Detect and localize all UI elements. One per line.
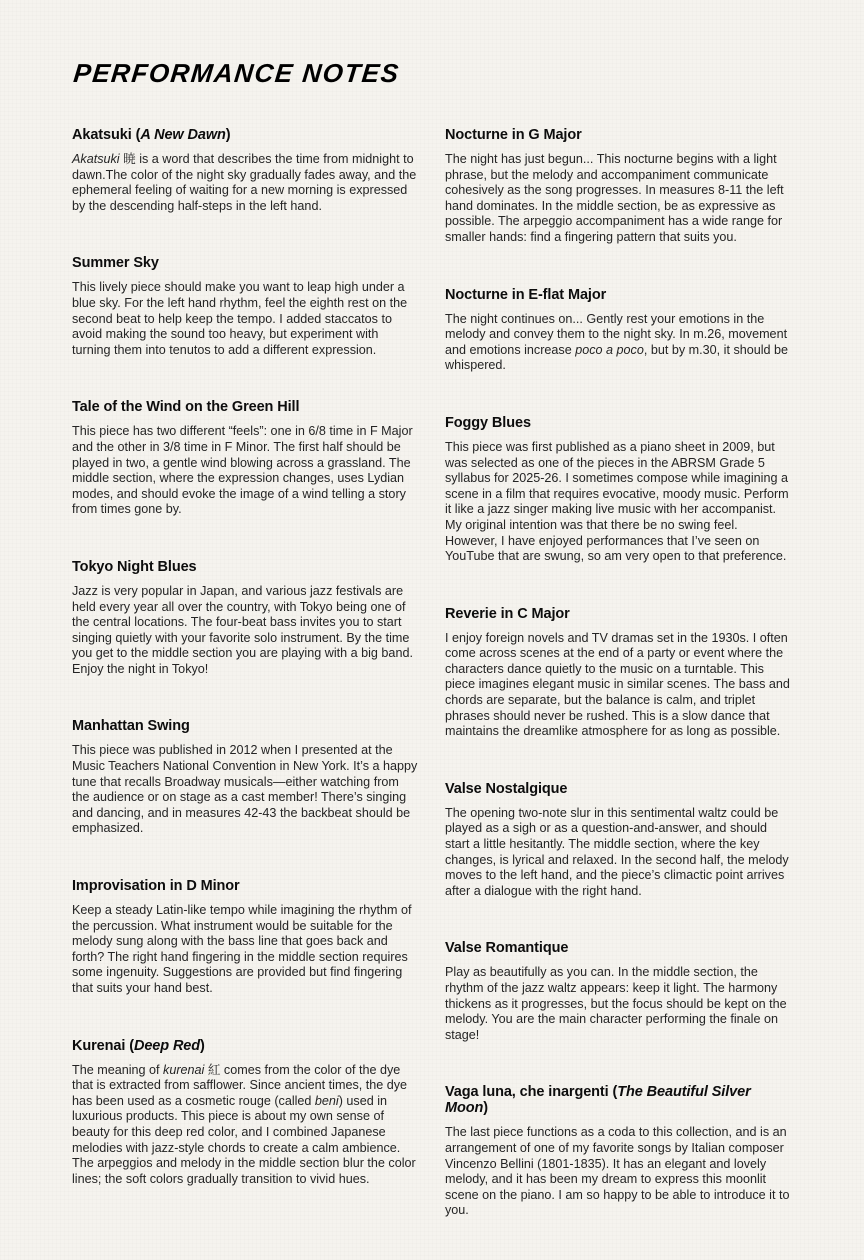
- text-segment: Akatsuki (: [72, 127, 141, 143]
- note-body: [72, 424, 419, 518]
- note-body: [72, 280, 419, 358]
- note-body: [72, 743, 419, 837]
- text-segment: Summer Sky: [72, 255, 159, 272]
- note-section: [445, 415, 792, 565]
- note-body: [445, 152, 792, 246]
- note-heading: [72, 255, 419, 271]
- note-section: [72, 127, 419, 214]
- text-segment: This piece was published in 2012 when I presented at the Music Teachers National Convention in New York. It’s a happy tune that recalls Broadway musicals—either watching from the audience or on stage as a cast member! There’s singing and dancing, and in measures 42-43 the backbeat should be emphasized.: [72, 743, 418, 836]
- note-heading: [72, 718, 419, 734]
- text-segment: Valse Romantique: [445, 940, 569, 957]
- note-heading: [72, 878, 419, 894]
- left-column: [72, 127, 419, 1260]
- note-body: [445, 312, 792, 374]
- note-section: [445, 287, 792, 374]
- note-heading: [445, 781, 792, 797]
- note-heading: [445, 415, 792, 431]
- note-section: [72, 559, 419, 678]
- note-section: [72, 718, 419, 837]
- note-section: [72, 1038, 419, 1188]
- note-body: [72, 903, 419, 997]
- text-segment: This piece was first published as a piano sheet in 2009, but was selected as one of the pieces in the ABRSM Grade 5 syllabus for 2025-26. I sometimes compose while imagining a scene in a film that requires evocative, moody music. Perform it like a jazz singer making live music with her accompanist. My original intention was that there be no swing feel. However, I have enjoyed performances that I’ve seen on YouTube that are swung, so am very open to that preference.: [445, 439, 789, 564]
- note-body: [445, 965, 792, 1043]
- text-segment: Tale of the Wind on the Green Hill: [72, 399, 300, 416]
- text-segment: The last piece functions as a coda to this collection, and is an arrangement of one of my favorite songs by Italian composer Vincenzo Bellini (1801-1835). It has an elegant and lovely melody, and it has been my dream to express this moonlit scene on the piano. I am so happy to be able to introduce it to you.: [445, 1125, 790, 1218]
- text-segment: kurenai: [163, 1062, 205, 1077]
- text-segment: The meaning of: [72, 1062, 164, 1077]
- note-body: [72, 1063, 419, 1188]
- note-heading: [445, 287, 792, 303]
- note-section: [445, 127, 792, 246]
- note-body: [445, 631, 792, 740]
- text-segment: The opening two-note slur in this sentimental waltz could be played as a sigh or as a question-and-answer, and should start a little hesitantly. The middle section, where the key changes, is lyrical and relaxed. In the second half, the melody moves to the left hand, and the piece’s climactic point arrives after a dialogue with the right hand.: [445, 805, 789, 898]
- text-segment: ): [483, 1100, 488, 1117]
- text-segment: poco a poco: [575, 342, 644, 357]
- note-section: [445, 606, 792, 740]
- note-heading: [72, 127, 419, 143]
- note-body: [445, 440, 792, 565]
- text-segment: , but by m.30, it should be whispered.: [445, 342, 789, 373]
- text-segment: Reverie in C Major: [445, 605, 570, 622]
- right-column: [445, 127, 792, 1260]
- note-section: [72, 878, 419, 997]
- note-body: [445, 1125, 792, 1219]
- note-body: [72, 584, 419, 678]
- text-segment: The night has just begun... This nocturne begins with a light phrase, but the melody and accompaniment communicate cohesively as the song progresses. In measures 8-11 the left hand dominates. In the middle section, be as expressive as possible. The arpeggio accompaniment has a wide range for smaller hands: find a fingering pattern that suits you.: [445, 152, 784, 244]
- note-section: [445, 781, 792, 900]
- note-heading: [445, 940, 792, 956]
- text-segment: Tokyo Night Blues: [72, 558, 197, 575]
- text-segment: Keep a steady Latin-like tempo while imagining the rhythm of the percussion. What instrument would be suitable for the melody sung along with the bass line that goes back and forth? The right hand fingering in the middle section requires some ingenuity. Suggestions are provided but find fingering that suits your hand best.: [72, 903, 412, 995]
- text-segment: This lively piece should make you want to leap high under a blue sky. For the left hand rhythm, feel the eighth rest on the second beat to help keep the tempo. I added staccatos to avoid making the sound too heavy, but experiment with turning them into tenutos to add a different expression.: [72, 280, 408, 357]
- text-segment: I enjoy foreign novels and TV dramas set in the 1930s. I often come across scenes at the end of a party or event where the characters dance quietly to the music on a turntable. This piece imagines elegant music in similar scenes. The bass and chords are separate, but the balance is calm, and triplet phrases should never be rushed. This is a slow dance that maintains the dreamlike atmosphere for as long as possible.: [445, 630, 790, 739]
- text-segment: Jazz is very popular in Japan, and various jazz festivals are held every year all over the country, with Tokyo being one of the central locations. The four-beat bass invites you to start singing quietly with your favorite solo instrument. By the time you get to the middle section you are playing with a big band. Enjoy the night in Tokyo!: [72, 583, 413, 676]
- text-segment: Akatsuki: [72, 152, 120, 166]
- note-section: [72, 255, 419, 358]
- text-segment: Kurenai (: [72, 1037, 134, 1054]
- text-segment: 暁 is a word that describes the time from midnight to dawn.The color of the night sky gradually fades away, and the ephemeral feeling of waiting for a new morning is expressed by the descending half-steps in the left hand.: [72, 152, 417, 213]
- text-segment: Nocturne in G Major: [445, 127, 582, 143]
- text-segment: The Beautiful Silver Moon: [445, 1084, 751, 1117]
- text-segment: A New Dawn: [140, 127, 226, 143]
- text-segment: Valse Nostalgique: [445, 780, 568, 797]
- note-heading: [72, 1038, 419, 1054]
- text-segment: Foggy Blues: [445, 414, 531, 431]
- text-segment: Deep Red: [133, 1037, 201, 1054]
- text-segment: The night continues on... Gently rest your emotions in the melody and convey them to the night sky. In m.26, movement and emotions increase: [445, 311, 788, 357]
- note-section: [72, 399, 419, 518]
- text-segment: 紅 comes from the color of the dye that is extracted from safflower. Since ancient times, the dye has been used as a cosmetic rouge (called: [72, 1062, 408, 1108]
- text-segment: ): [200, 1037, 205, 1054]
- page-title: PERFORMANCE NOTES: [72, 58, 402, 88]
- text-segment: Manhattan Swing: [72, 718, 190, 735]
- text-segment: ): [225, 127, 231, 143]
- note-heading: [445, 1084, 792, 1116]
- note-body: [445, 806, 792, 900]
- note-heading: [445, 127, 792, 143]
- note-heading: [445, 606, 792, 622]
- text-segment: Vaga luna, che inargenti (: [445, 1084, 618, 1101]
- text-segment: Play as beautifully as you can. In the middle section, the rhythm of the jazz waltz appears: keep it light. The harmony thickens as it progresses, but the focus should be kept on the melody. You are the main character performing the finale on stage!: [445, 965, 787, 1042]
- text-segment: This piece has two different “feels”: one in 6/8 time in F Major and the other in 3/8 time in F Minor. The first half should be played in two, a gentle wind blowing across a grassland. The middle section, where the expression changes, uses Lydian modes, and should evoke the image of a wind telling a story from times gone by.: [72, 424, 413, 517]
- note-section: [445, 940, 792, 1043]
- text-segment: beni: [314, 1093, 339, 1108]
- note-heading: [72, 399, 419, 415]
- text-segment: ) used in luxurious products. This piece is about my own sense of beauty for this deep red color, and I combined Japanese melodies with jazz-style chords to create a calm ambience. The arpeggios and melody in the middle section blur the color lines; the soft colors gradually transition to vivid hues.: [72, 1093, 416, 1186]
- text-segment: Nocturne in E-flat Major: [445, 286, 607, 303]
- note-heading: [72, 559, 419, 575]
- text-segment: Improvisation in D Minor: [72, 878, 240, 895]
- note-body: [72, 152, 419, 214]
- columns-container: [72, 127, 792, 1260]
